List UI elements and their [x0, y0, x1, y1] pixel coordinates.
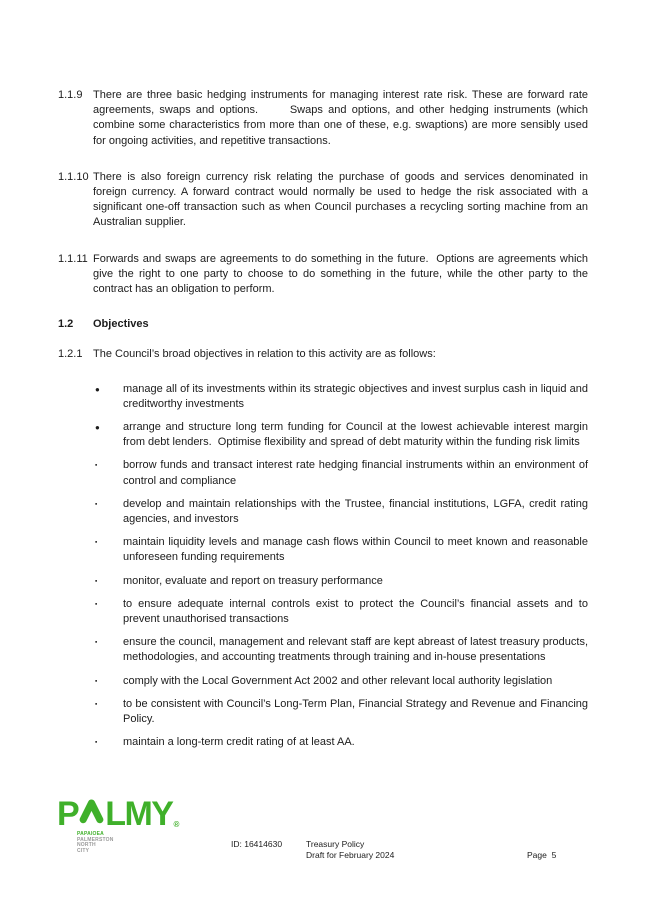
square-bullet-icon: ▪ [95, 577, 98, 585]
square-bullet-icon: ▪ [95, 462, 98, 470]
paragraph-text: Forwards and swaps are agreements to do something in the future. Options are agreements which give the right to one party to choose to do something in the future, while the other party to the contract has an obligation to perform. [93, 252, 592, 296]
paragraph-text: There is also foreign currency risk relating the purchase of goods and services denominated in foreign currency. A forward contract would normally be used to hedge the risk associated with a significant one-off transaction such as when Council purchases a recycling sorting machine from an Australian supplier. [93, 170, 592, 229]
bullet-text: develop and maintain relationships with the Trustee, financial institutions, LGFA, credit rating agencies, and investors [123, 497, 592, 526]
palmy-logo [57, 797, 178, 854]
bullet-text: manage all of its investments within its strategic objectives and invest surplus cash in liquid and creditworthy investments [123, 382, 592, 410]
paragraph [58, 347, 588, 362]
paragraph-number: 1.1.9 [58, 89, 83, 101]
bullet-item [95, 497, 592, 527]
logo-letter-p: P [57, 795, 79, 833]
bullet-item [95, 597, 592, 627]
bullet-text: maintain liquidity levels and manage cash flows within Council to meet known and reasonable unforeseen funding requirements [123, 536, 592, 564]
square-bullet-icon: ▪ [95, 500, 98, 508]
paragraph [58, 170, 592, 231]
bullet-item [95, 697, 592, 727]
logo-subtitle-line: PAPAIOEA [77, 831, 104, 837]
square-bullet-icon: ▪ [95, 639, 98, 647]
section-heading [58, 317, 588, 332]
square-bullet-icon: ▪ [95, 739, 98, 747]
disc-bullet-icon: ● [95, 384, 100, 394]
footer-doc-id: ID: 16414630 [231, 839, 283, 849]
logo-subtitle-line: NORTH [77, 842, 96, 848]
bullet-item [95, 574, 588, 589]
paragraph-text: There are three basic hedging instruments for managing interest rate risk. These are forward rate agreements, swaps and options. Swaps and options, and other hedging instruments (which combine some characteristics from more than one of these, e.g. swaptions) are more sensibly used for ongoing activities, and repetitive transactions. [93, 89, 592, 147]
bullet-text: maintain a long-term credit rating of at least AA. [123, 736, 355, 749]
section-number: 1.2 [58, 318, 74, 331]
paragraph-number: 1.1.11 [58, 252, 88, 265]
bullet-text: monitor, evaluate and report on treasury performance [123, 574, 383, 587]
bullet-text: to ensure adequate internal controls exist to protect the Council’s financial assets and to prevent unauthorised transactions [123, 597, 592, 626]
bullet-item [95, 382, 592, 412]
logo-subtitle-line: CITY [77, 847, 90, 854]
paragraph-number: 1.2.1 [58, 348, 83, 361]
bullet-text: borrow funds and transact interest rate hedging financial instruments within an environment of control and compliance [123, 459, 592, 487]
bullet-text: to be consistent with Council’s Long-Term Plan, Financial Strategy and Revenue and Financing Policy. [123, 697, 592, 726]
paragraph [58, 88, 592, 149]
palmy-caret-icon [79, 797, 104, 828]
bullet-text: comply with the Local Government Act 2002 and other relevant local authority legislation [123, 674, 553, 687]
bullet-item [95, 458, 592, 488]
bullet-list [95, 382, 592, 751]
footer-doc-subtitle: Draft for February 2024 [306, 850, 395, 860]
bullet-text: arrange and structure long term funding for Council at the lowest achievable interest margin from debt lenders. Optimise flexibility and spread of debt maturity within the funding risk limits [123, 421, 592, 449]
bullet-item [95, 535, 592, 565]
square-bullet-icon: ▪ [95, 539, 98, 547]
logo-subtitle [77, 832, 178, 854]
square-bullet-icon: ▪ [95, 600, 98, 608]
disc-bullet-icon: ● [95, 423, 100, 433]
registered-trademark-icon: ® [173, 820, 178, 829]
bullet-item [95, 674, 588, 689]
paragraph [58, 252, 592, 298]
bullet-item [95, 735, 588, 750]
section-title: Objectives [93, 318, 149, 331]
palmy-wordmark [57, 795, 178, 833]
square-bullet-icon: ▪ [95, 700, 98, 708]
footer-doc-title [306, 839, 394, 861]
logo-subtitle-line: PALMERSTON [77, 836, 114, 843]
paragraph-number: 1.1.10 [58, 170, 89, 183]
bullet-item [95, 420, 592, 450]
footer-doc-title-line: Treasury Policy [306, 839, 365, 849]
bullet-item [95, 635, 592, 665]
logo-letters-lmy: LMY [105, 795, 173, 833]
bullet-text: ensure the council, management and relevant staff are kept abreast of latest treasury products, methodologies, and accounting treatments through training and in-house presentations [123, 636, 592, 664]
paragraph-text: The Council’s broad objectives in relation to this activity are as follows: [93, 348, 436, 361]
footer-page-number: Page 5 [527, 850, 557, 860]
square-bullet-icon: ▪ [95, 677, 98, 685]
document-body [58, 88, 592, 759]
